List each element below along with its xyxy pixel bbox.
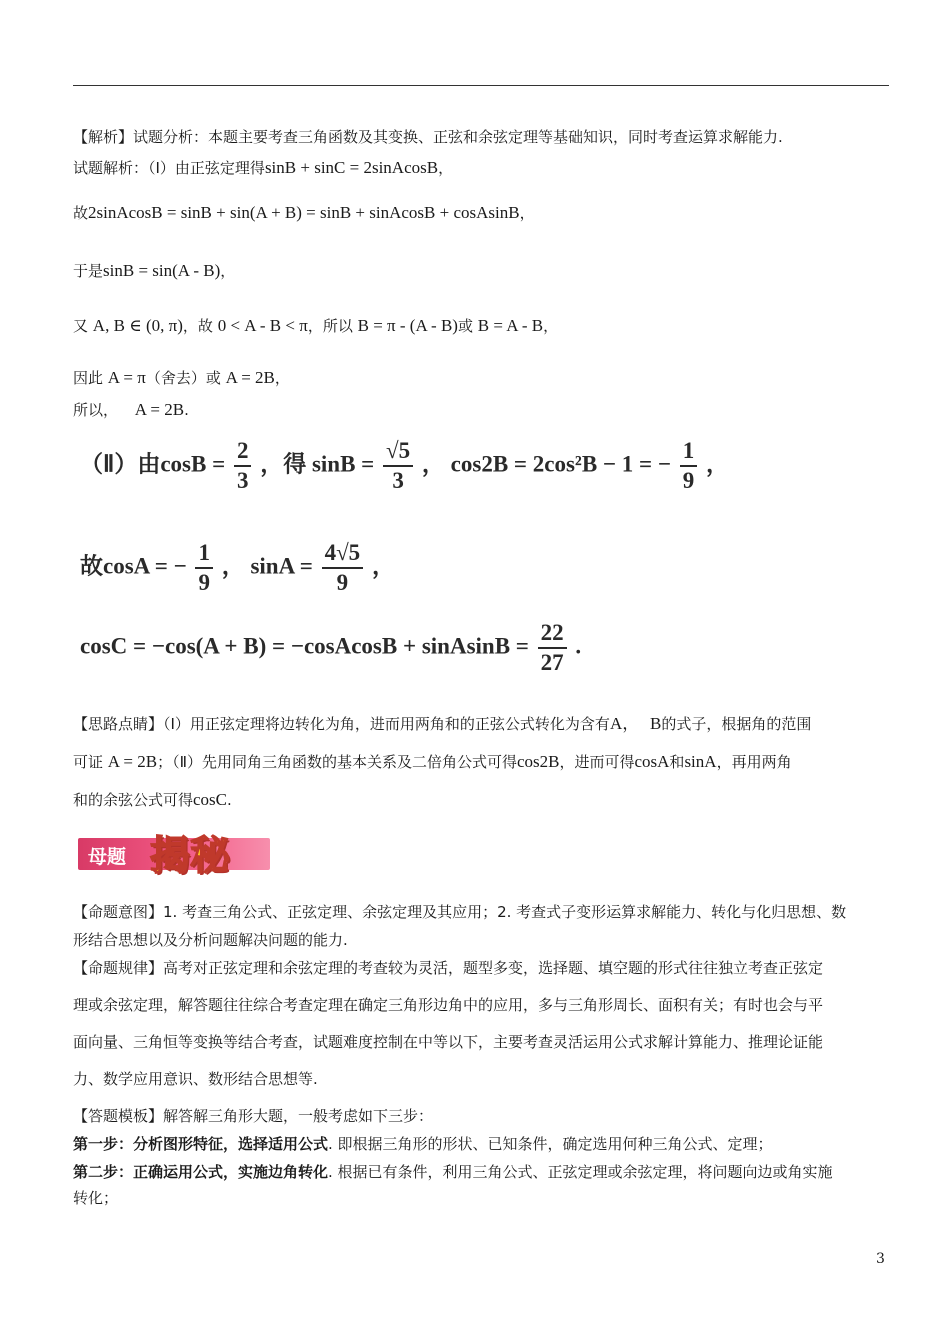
fraction: $\frac{22}{27}$ [538,620,567,676]
section-banner [78,826,268,879]
rule-line-1: 【命题规律】高考对正弦定理和余弦定理的考查较为灵活，题型多变，选择题、填空题的形式往往独立考查正弦定 [73,959,824,977]
fraction: $\frac{√5}{3}$ [383,438,413,494]
part2-row-1: （Ⅱ）由cosB = $\frac{2}{3}$ ，得 sinB = $\frac{√5}{3}$ ， cos2B = 2cos²B − 1 = − $\frac{1}{9}$ ， [80,438,729,493]
rule-line-3: 面向量、三角恒等变换等结合考查，试题难度控制在中等以下，主要考查灵活运用公式求解计算能力、推理论证能 [73,1033,824,1051]
header-rule [73,85,889,86]
fraction: $\frac{2}{3}$ [234,438,252,494]
analysis-line-2: 试题解析：（Ⅰ）由正弦定理得sinB + sinC = 2sinAcosB， [73,158,454,177]
rule-line-2: 理或余弦定理，解答题往往综合考查定理在确定三角形边角中的应用，多与三角形周长、面积有关；有时也会与平 [73,996,824,1014]
hint-line-1: 【思路点睛】（Ⅰ）用正弦定理将边转化为角，进而用两角和的正弦公式转化为含有A， B的式子，根据角的范围 [73,714,812,733]
part2-row-2: 故cosA = − $\frac{1}{9}$ ， sinA = $\frac{4√5}{9}$ ， [80,540,395,595]
analysis-line-7: 所以， A = 2B. [73,400,189,419]
hint-line-2: 可证 A = 2B；（Ⅱ）先用同角三角函数的基本关系及二倍角公式可得cos2B，进而可得cosA和sinA，再用两角 [73,752,792,771]
intent-line-1: 【命题意图】1. 考查三角公式、正弦定理、余弦定理及其应用；2. 考查式子变形运算求解能力、转化与化归思想、数 [73,903,847,921]
banner-big-text: 揭秘 [150,833,230,879]
fraction: $\frac{1}{9}$ [680,438,698,494]
rule-line-4: 力、数学应用意识、数形结合思想等. [73,1070,318,1088]
banner-small-text: 母题 [88,846,127,868]
intent-line-2: 形结合思想以及分析问题解决问题的能力. [73,931,348,949]
page-number: 3 [876,1251,885,1267]
part2-row-3: cosC = −cos(A + B) = −cosAcosB + sinAsinB = $\frac{22}{27}$ . [80,620,582,675]
template-step-2: 第二步：正确运用公式，实施边角转化. 根据已有条件，利用三角公式、正弦定理或余弦定理，将问题向边或角实施 [73,1163,833,1181]
rule-label: 【命题规律】 [73,959,164,977]
hint-line-3: 和的余弦公式可得cosC. [73,790,232,809]
analysis-summary: 【解析】试题分析：本题主要考查三角函数及其变换、正弦和余弦定理等基础知识，同时考查运算求解能力. [73,128,783,146]
analysis-label: 【解析】 [73,128,134,146]
template-step-2-cont: 转化； [73,1189,119,1207]
intent-label: 【命题意图】 [73,903,164,921]
analysis-line-3: 故2sinAcosB = sinB + sin(A + B) = sinB + sinAcosB + cosAsinB， [73,203,535,222]
analysis-line-6: 因此 A = π（舍去）或 A = 2B， [73,368,290,387]
template-intro: 【答题模板】解答解三角形大题，一般考虑如下三步： [73,1107,434,1125]
template-label: 【答题模板】 [73,1107,164,1125]
fraction: $\frac{4√5}{9}$ [322,540,364,596]
analysis-line-5: 又 A, B ∈ (0, π)，故 0 < A - B < π，所以 B = π - (A - B)或 B = A - B， [73,316,559,335]
analysis-line-4: 于是sinB = sin(A - B)， [73,261,236,280]
fraction: $\frac{1}{9}$ [195,540,213,596]
template-step-1: 第一步：分析图形特征，选择适用公式. 即根据三角形的形状、已知条件，确定选用何种三角公式、定理； [73,1135,773,1153]
